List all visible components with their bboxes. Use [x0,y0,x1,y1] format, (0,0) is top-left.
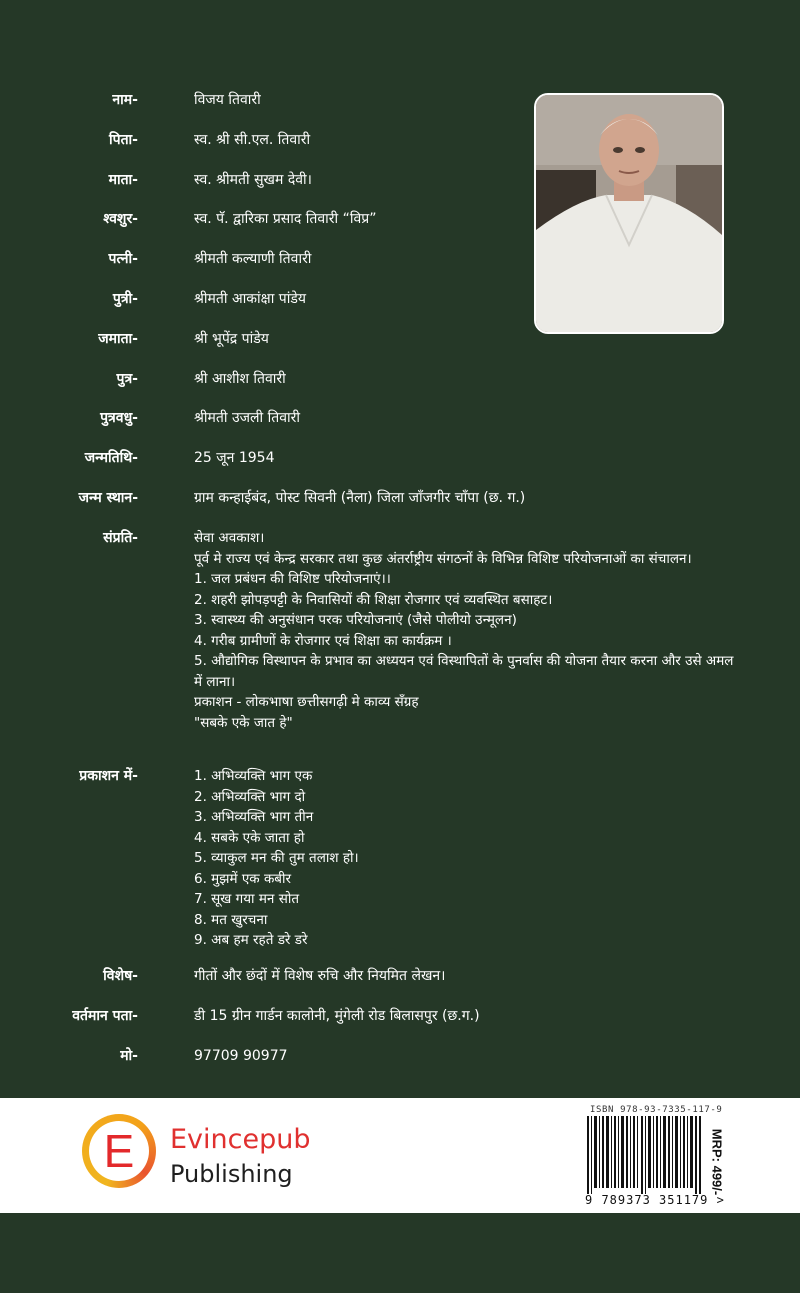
bio-label: पुत्रवधु- [100,410,138,426]
career-line: 3. स्वास्थ्य की अनुसंधान परक परियोजनाएं (जैसे पोलीयो उन्मूलन) [194,612,517,628]
career-line: प्रकाशन - लोकभाषा छत्तीसगढ़ी मे काव्य सँग्रह [194,694,419,710]
career-line: पूर्व मे राज्य एवं केन्द्र सरकार तथा कुछ अंतर्राष्ट्रीय संगठनों के विभिन्न विशिष्ट परियोजनाओं का संचालन। [194,550,692,567]
bio-value: गीतों और छंदों में विशेष रुचि और नियमित लेखन। [194,968,446,984]
bio-label: मो- [120,1048,138,1064]
bio-label: श्वशुर- [103,211,138,227]
publication-item: 2. अभिव्यक्ति भाग दो [194,788,306,805]
bio-label: जन्म स्थान- [78,490,138,506]
evincepub-logo-icon [82,1114,156,1188]
bio-value: श्री आशीश तिवारी [194,371,286,387]
barcode-icon [585,1116,703,1194]
bio-value: श्रीमती आकांक्षा पांडेय [194,291,306,307]
bio-label: संप्रति- [103,530,138,546]
publication-list [194,766,734,951]
publication-item: 3. अभिव्यक्ति भाग तीन [194,809,314,825]
bio-value: 25 जून 1954 [194,450,275,466]
bio-label: पुत्र- [116,371,138,387]
bio-value: स्व. श्री सी.एल. तिवारी [194,132,311,148]
bio-value: डी 15 ग्रीन गार्डन कालोनी, मुंगेली रोड बिलासपुर (छ.ग.) [194,1008,480,1024]
bio-label: प्रकाशन में- [79,768,138,784]
publisher-subtitle: Publishing [170,1160,293,1188]
career-lines [194,528,734,733]
bio-label: नाम- [112,92,138,108]
bio-value: ग्राम कन्हाईबंद, पोस्ट सिवनी (नैला) जिला जाँजगीर चाँपा (छ. ग.) [194,490,526,506]
publication-item: 7. सूख गया मन सोत [194,891,300,907]
bio-value: 97709 90977 [194,1048,288,1064]
bio-value: स्व. पॅ. द्वारिका प्रसाद तिवारी “विप्र” [194,211,377,227]
mrp-price: MRP: 499/- [709,1128,725,1196]
bio-value: विजय तिवारी [194,92,261,108]
career-line: सेवा अवकाश। [194,530,265,546]
bio-value: श्री भूपेंद्र पांडेय [194,331,269,347]
publisher-name: Evincepub [170,1124,311,1155]
bio-label: जन्मतिथि- [84,450,138,466]
bio-label: पत्नी- [108,251,138,267]
bio-label: माता- [108,172,138,188]
publication-item: 8. मत खुरचना [194,911,268,928]
publication-item: 6. मुझमें एक कबीर [194,870,292,887]
bio-label: पिता- [109,132,138,148]
publisher-footer [0,1098,800,1213]
publication-item: 9. अब हम रहते डरे डरे [194,932,308,948]
career-line: 1. जल प्रबंधन की विशिष्ट परियोजनाएं।। [194,571,391,587]
bio-value: श्रीमती उजली तिवारी [194,410,300,426]
career-line: "सबके एके जात हे" [194,714,293,731]
bio-label: वर्तमान पता- [72,1008,138,1024]
bio-label: पुत्री- [112,291,138,307]
career-line: 4. गरीब ग्रामीणों के रोजगार एवं शिक्षा का कार्यक्रम । [194,632,452,649]
bio-label: विशेष- [103,968,138,984]
career-line: 5. औद्योगिक विस्थापन के प्रभाव का अध्ययन एवं विस्थापितों के पुनर्वास की योजना तैयार करना और उसे अमल में लाना। [194,653,734,690]
publication-item: 5. व्याकुल मन की तुम तलाश हो। [194,850,359,866]
barcode-number: 9 789373 351179 > [585,1193,725,1207]
logo-letter: E [89,1121,149,1181]
career-line: 2. शहरी झोपड़पट्टी के निवासियों की शिक्षा रोजगार एवं व्यवस्थित बसाहट। [194,591,553,608]
bio-label: जमाता- [98,331,138,347]
author-photo [534,93,724,334]
isbn-text: ISBN 978-93-7335-117-9 [590,1105,723,1115]
bio-value: स्व. श्रीमती सुखम देवी। [194,172,312,188]
bio-value: श्रीमती कल्याणी तिवारी [194,251,312,267]
publication-item: 1. अभिव्यक्ति भाग एक [194,768,313,784]
publication-item: 4. सबके एके जाता हो [194,829,305,846]
